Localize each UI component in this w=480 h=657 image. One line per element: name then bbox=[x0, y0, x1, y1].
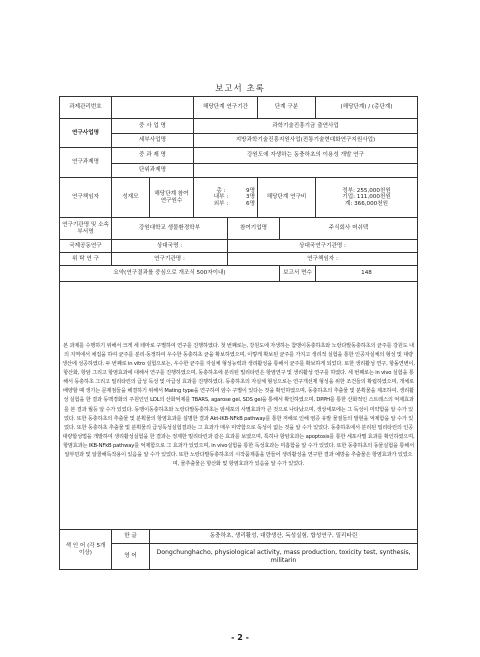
participants-counts bbox=[194, 178, 258, 218]
institution-value: 강원대학교 생물환경학부 bbox=[112, 218, 228, 240]
mid-program-label: 중 사 업 명 bbox=[112, 119, 194, 134]
task-number-value bbox=[112, 97, 194, 119]
project-label: 연구과제명 bbox=[60, 148, 112, 178]
program-label: 연구사업명 bbox=[60, 119, 112, 148]
keywords-en-value: Dongchunghacho, physiological activity, mass production, toxicity test, synthesis, militarin bbox=[150, 544, 418, 570]
company-label: 참여기업명 bbox=[228, 218, 280, 240]
row-project-big bbox=[60, 148, 418, 164]
row-summary-header bbox=[60, 266, 418, 282]
keywords-en-label: 영 어 bbox=[112, 544, 150, 570]
task-number-label: 과제관리번호 bbox=[60, 97, 112, 119]
summary-text: 본 과제를 수행하기 위해서 크게 세 테마로 구별하여 연구를 진행하였다. 첫 번째로는, 강원도에 자생하는 참맹이동충하초와 노랑다발동충하초의 균주를 강원도 내의 지역에서 채집을 하여 균주를 분리·동정하여 우수한 동충하초 균을 확보하였으며, 이렇게 확보된 균주를 가지고 생리적 실험을 통한 인공자실체의 형성 및 대량생산에 성공하였다. 두 번째로 in vitro 실험으로는, 우수한 균주를 자실체 형성능력과 생리활성을 통해서 균주를 확보하게 되었다. 또한 생리활성 연구, 항돌연변이, 항산화, 항암 그리고 항염효과에 대해서 연구를 진행하였으며, 동충하초에 분리된 밀리타린은 항염연구 및 생리활성 연구를 하였다. 세 번째로는 in vivo 실험을 통해서 동충하초 그리고 밀리타린의 급성 독성 및 아급성 효과를 진행하였다. 동충하초의 자실체 형성으로는 연구개선제 형성을 위한 조건들의 확립하였으며, 개체로 배양할 때 생기는 문제점들을 해결하기 위해서 Mating type을 연구하여 암수 구별이 있다는 것을 확인하였으며, 동충하초의 추출물 및 분획물을 제조하여, 생리활성 실험을 한 결과 동맥경화의 주원인인 LDL의 산화억제를 TBARS, agarose gel, SDS gel을 통해서 확인하였으며, DPPH를 통한 산화적인 스트레스의 억제효과를 본 결과 월등 알 수가 있었다. 동맹이동충하초와 노랑다발동충하초는 암세포의 사멸효과가 큰 것으로 나타났으며, 생상세포에는 그 독성이 미약함을 알 수가 있었다. 또한 동충하초의 추출물 및 분획물의 항염효과를 설명한 결과 Akt-IKB-NFkB pathway를 통한 저해로 인해 염증 유발 물질들의 발현을 억제함을 알 수가 있었다. 또한 동충하초 추출물 및 분획물의 급성독성실험결과는 그 효과가 매우 미약함으로 독성이 없는 것을 알 수가 있었다. 동충하초에서 분리된 밀리타린의 인공대량합성법을 개발하여 생리활성실험을 한 결과는 정제한 밀리타린과 같은 효과를 보였으며, 특히나 항암효과는 apoptosis를 통한 세포사멸 효과를 확인하였으며, 항염효과는 IKB-NFkB pathway를 억제함으로 그 효과가 있었으며, in vivo실험을 통한 독성효과는 미흡함을 알 수가 있었다. 또한 동충하초의 동물실험을 통해서 알부민과 및 알콜해독작용이 있음을 알 수가 있었다. 또한 노랑다발동충하초의 시작품제품을 만들어 생리활성을 연구한 결과 예방을 추출물은 항염효과가 있었으며, 물추출물은 항산화 및 항염효과가 있음을 알 수가 있었다. bbox=[60, 282, 418, 530]
budget-values bbox=[316, 178, 418, 218]
intl-country: 상대국명 : bbox=[112, 240, 228, 253]
intl-label: 국제공동연구 bbox=[60, 240, 112, 253]
row-summary-body bbox=[60, 282, 418, 530]
researcher-name: 성재모 bbox=[112, 178, 150, 218]
corp-label: 기업: bbox=[342, 194, 355, 201]
unit-project-value bbox=[194, 164, 418, 178]
corp-budget: 111,000천원 bbox=[356, 194, 391, 201]
budget-label: 해당단계 연구비 bbox=[258, 178, 316, 218]
stage-division-label: 단계 구분 bbox=[258, 97, 316, 119]
page-number: - 2 - bbox=[231, 633, 249, 642]
row-program-mid bbox=[60, 119, 418, 134]
unit-project-label: 단위과제명 bbox=[112, 164, 194, 178]
consign-org: 연구기관명 : bbox=[112, 253, 228, 266]
sum-budget: 366,000천원 bbox=[354, 200, 389, 207]
big-project-label: 중 과 제 명 bbox=[112, 148, 194, 164]
abstract-table bbox=[59, 96, 418, 570]
gov-budget: 255,000천원 bbox=[356, 187, 391, 194]
keywords-label: 색 인 어 (각 5개 이상) bbox=[60, 530, 112, 570]
row-keywords-en bbox=[60, 544, 418, 570]
row-task-number bbox=[60, 97, 418, 119]
institution-label: 연구기관명 및 소속부서명 bbox=[60, 218, 112, 240]
internal-label: 내부 : bbox=[213, 194, 229, 201]
row-institution bbox=[60, 218, 418, 240]
stage-period-label: 해당단계 연구기간 bbox=[194, 97, 258, 119]
company-value: 주식회사 머쉬텍 bbox=[280, 218, 418, 240]
stage-division-value: (해당단계) / (총단계) bbox=[316, 97, 418, 119]
report-title: 보고서 초록 bbox=[215, 84, 265, 94]
consign-label: 위 탁 연 구 bbox=[60, 253, 112, 266]
keywords-ko-value: 동충하초, 생리활성, 대량생산, 독성실험, 합성연구, 밀리타린 bbox=[150, 530, 418, 544]
sub-program-value: 지방과학기술진흥지원사업(전통기술현대화연구지원사업) bbox=[194, 134, 418, 148]
row-consign bbox=[60, 253, 418, 266]
gov-label: 정부: bbox=[342, 187, 355, 194]
summary-label: 요약(연구결과를 중심으로 개조식 500자이내) bbox=[60, 266, 280, 282]
row-researcher bbox=[60, 178, 418, 218]
pages-label: 보고서 면수 bbox=[280, 266, 316, 282]
keywords-ko-label: 한 글 bbox=[112, 530, 150, 544]
participants-label: 해당단계 참여연구원수 bbox=[150, 178, 194, 218]
external-count: 6명 bbox=[246, 200, 256, 207]
total-count: 9명 bbox=[246, 187, 256, 194]
pages-value: 148 bbox=[316, 266, 418, 282]
consign-lead: 연구책임자 : bbox=[228, 253, 418, 266]
researcher-label: 연구책임자 bbox=[60, 178, 112, 218]
mid-program-value: 과학기술진흥기금 출연사업 bbox=[194, 119, 418, 134]
intl-org: 상대국연구기관명 : bbox=[228, 240, 418, 253]
row-intl bbox=[60, 240, 418, 253]
row-program-sub bbox=[60, 134, 418, 148]
sum-label: 계: bbox=[345, 200, 353, 207]
sub-program-label: 세부사업명 bbox=[112, 134, 194, 148]
big-project-value: 강원도에 자생하는 동충하초의 이용성 개발 연구 bbox=[194, 148, 418, 164]
internal-count: 3명 bbox=[246, 194, 256, 201]
row-keywords-ko bbox=[60, 530, 418, 544]
external-label: 외부 : bbox=[213, 200, 229, 207]
row-project-unit bbox=[60, 164, 418, 178]
total-label: 총 : bbox=[216, 187, 226, 194]
